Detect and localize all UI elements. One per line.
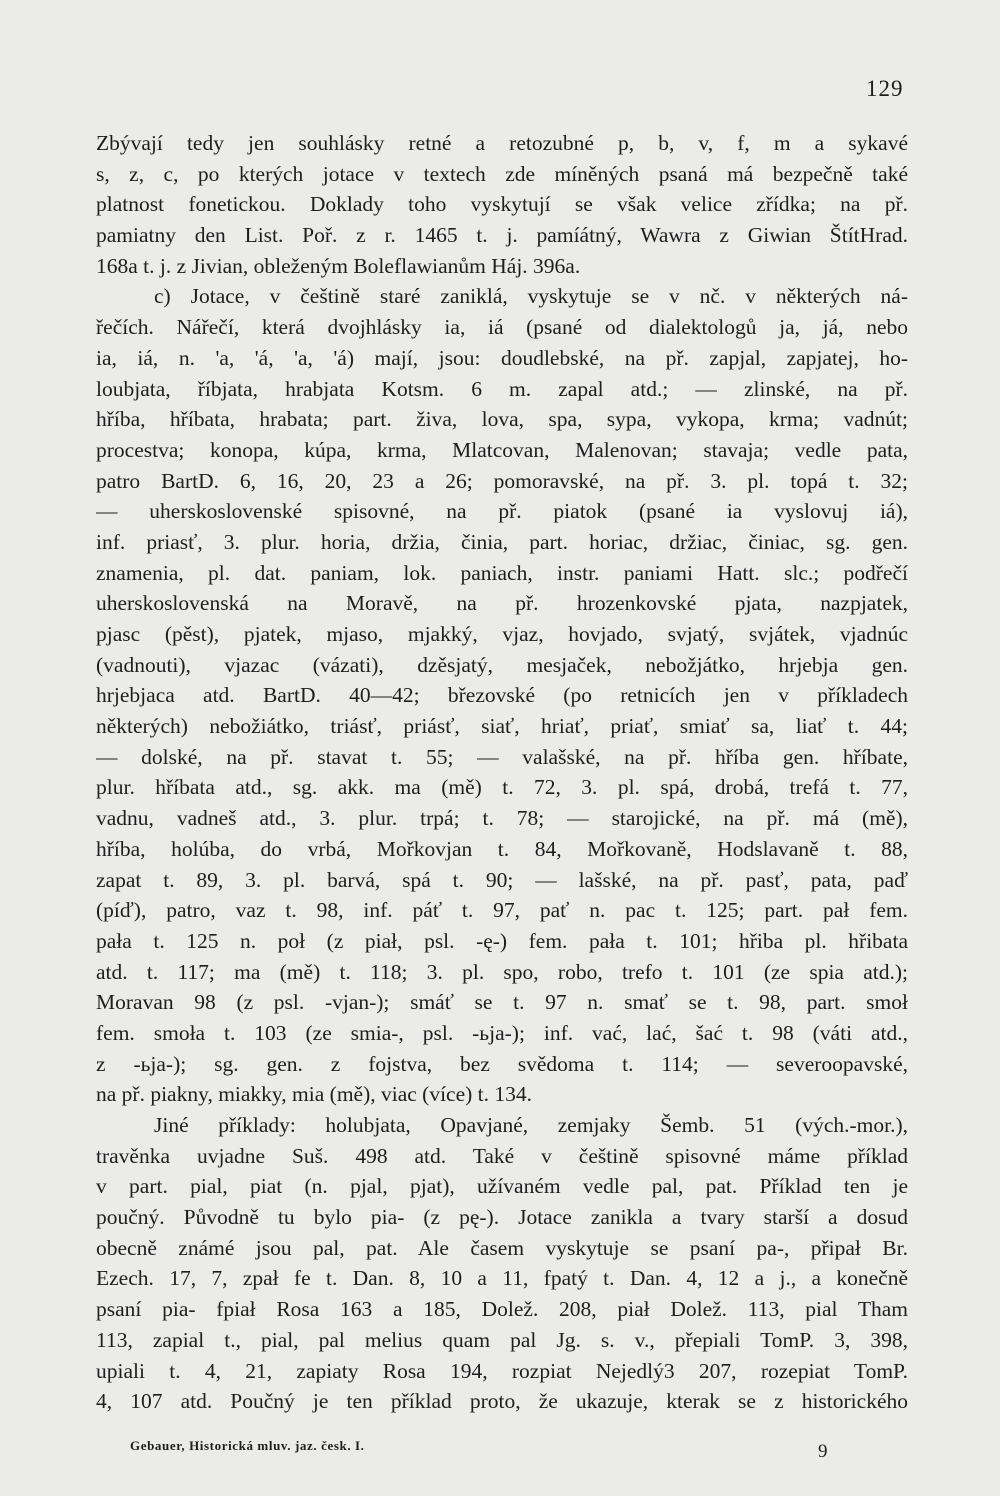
text-line: hrjebjaca atd. BartD. 40—42; březovské (po retnicích jen v příkladech xyxy=(96,683,908,708)
text-line: Moravan 98 (z psl. -vjan-); smáť se t. 97 n. smať se t. 98, part. smoł xyxy=(96,990,908,1015)
text-line: pała t. 125 n. poł (z piał, psl. -ę-) fem. pała t. 101; hřiba pl. hřibata xyxy=(96,928,908,953)
text-line: — dolské, na př. stavat t. 55; — valašské, na př. hříba gen. hříbate, xyxy=(96,744,908,769)
text-line: — uherskoslovenské spisovné, na př. piatok (psané ia vyslovuj iá), xyxy=(96,499,908,524)
text-line: Ezech. 17, 7, zpał fe t. Dan. 8, 10 a 11, fpatý t. Dan. 4, 12 a j., a konečně xyxy=(96,1266,908,1291)
text-line: upiali t. 4, 21, zapiaty Rosa 194, rozpiat Nejedlý3 207, rozepiat TomP. xyxy=(96,1358,908,1383)
text-line: procestva; konopa, kúpa, krma, Mlatcovan, Malenovan; stavaja; vedle pata, xyxy=(96,437,908,462)
text-line: psaní pia- fpiał Rosa 163 a 185, Dolež. 208, piał Dolež. 113, pial Tham xyxy=(96,1297,908,1322)
text-line: z -ьja-); sg. gen. z fojstva, bez svědoma t. 114; — severoopavské, xyxy=(96,1051,908,1076)
text-line: hříba, holúba, do vrbá, Mořkovjan t. 84, Mořkovaně, Hodslavaně t. 88, xyxy=(96,836,908,861)
text-line: v part. pial, piat (n. pjal, pjat), užívaném vedle pal, pat. Příklad ten je xyxy=(96,1174,908,1199)
text-line: 168a t. j. z Jivian, obleženým Boleflawianům Háj. 396a. xyxy=(96,253,581,278)
text-line: inf. priasť, 3. plur. horia, držia, činia, part. horiac, držiac, činiac, sg. gen. xyxy=(96,529,908,554)
text-line: Zbývají tedy jen souhlásky retné a retozubné p, b, v, f, m a sykavé xyxy=(96,131,908,155)
text-line: vadnu, vadneš atd., 3. plur. trpá; t. 78; — starojické, na př. má (mě), xyxy=(96,806,908,831)
text-line: pamiatny den List. Poř. z r. 1465 t. j. pamíátný, Wawra z Giwian ŠtítHrad. xyxy=(96,223,908,248)
text-line: plur. hříbata atd., sg. akk. ma (mě) t. 72, 3. pl. spá, drobá, trefá t. 77, xyxy=(96,775,908,800)
text-line: pjasc (pěst), pjatek, mjaso, mjakký, vjaz, hovjado, svjatý, svjátek, vjadnúc xyxy=(96,622,908,646)
text-line: patro BartD. 6, 16, 20, 23 a 26; pomoravské, na př. 3. pl. topá t. 32; xyxy=(96,468,908,493)
text-line: uherskoslovenská na Moravě, na př. hrozenkovské pjata, nazpjatek, xyxy=(96,591,908,616)
text-line: (vadnouti), vjazac (vázati), dzěsjatý, mesjaček, nebožjátko, hrjebja gen. xyxy=(96,652,908,677)
text-line: řečích. Nářečí, která dvojhlásky ia, iá (psané od dialektologů ja, já, nebo xyxy=(96,315,908,340)
text-line: obecně známé jsou pal, pat. Ale časem vyskytuje se psaní pa-, připał Br. xyxy=(96,1235,908,1260)
text-line: platnost fonetickou. Doklady toho vyskytují se však velice zřídka; na př. xyxy=(96,192,908,217)
text-line: loubjata, říbjata, hrabjata Kotsm. 6 m. zapal atd.; — zlinské, na př. xyxy=(96,376,908,401)
text-line: znamenia, pl. dat. paniam, lok. paniach, instr. paniami Hatt. slc.; podřečí xyxy=(96,560,908,585)
text-line: 113, zapial t., pial, pal melius quam pal Jg. s. v., přepiali TomP. 3, 398, xyxy=(96,1327,908,1352)
page-number: 129 xyxy=(866,76,904,101)
text-line: Jiné příklady: holubjata, Opavjané, zemjaky Šemb. 51 (vých.-mor.), xyxy=(154,1113,908,1137)
text-line: atd. t. 117; ma (mě) t. 118; 3. pl. spo, robo, trefo t. 101 (ze spia atd.); xyxy=(96,959,908,984)
text-line: 4, 107 atd. Poučný je ten příklad proto, že ukazuje, kterak se z historického xyxy=(96,1389,908,1414)
sheet-number: 9 xyxy=(818,1441,828,1462)
printer-signature: Gebauer, Historická mluv. jaz. česk. I. xyxy=(130,1438,365,1453)
text-line: některých) nebožiátko, triásť, priásť, siať, hriať, priať, smiať sa, liať t. 44; xyxy=(96,714,908,739)
text-line: ia, iá, n. 'a, 'á, 'a, 'á) mají, jsou: doudlebské, na př. zapjal, zapjatej, ho- xyxy=(96,345,908,370)
text-line: poučný. Původně tu bylo pia- (z pę-). Jotace zanikla a tvary starší a dosud xyxy=(96,1205,908,1230)
text-line: (píď), patro, vaz t. 98, inf. páť t. 97, pať n. pac t. 125; part. pał fem. xyxy=(96,898,908,923)
text-line: fem. smoła t. 103 (ze smia-, psl. -ьja-); inf. vać, lać, šać t. 98 (váti atd., xyxy=(96,1020,908,1045)
text-line: zapat t. 89, 3. pl. barvá, spá t. 90; — lašské, na př. pasť, pata, paď xyxy=(96,867,908,892)
text-line: travěnka uvjadne Suš. 498 atd. Také v češtině spisovné máme příklad xyxy=(96,1143,908,1168)
text-line: na př. piakny, miakky, mia (mě), viac (více) t. 134. xyxy=(96,1082,533,1107)
text-line: hříba, hříbata, hrabata; part. živa, lova, spa, sypa, vykopa, krma; vadnút; xyxy=(96,407,908,432)
text-line: s, z, c, po kterých jotace v textech zde míněných psaná má bezpečně také xyxy=(96,161,908,186)
body-text xyxy=(96,128,908,1417)
text-line: c) Jotace, v češtině staré zaniklá, vyskytuje se v nč. v některých ná- xyxy=(154,284,908,309)
